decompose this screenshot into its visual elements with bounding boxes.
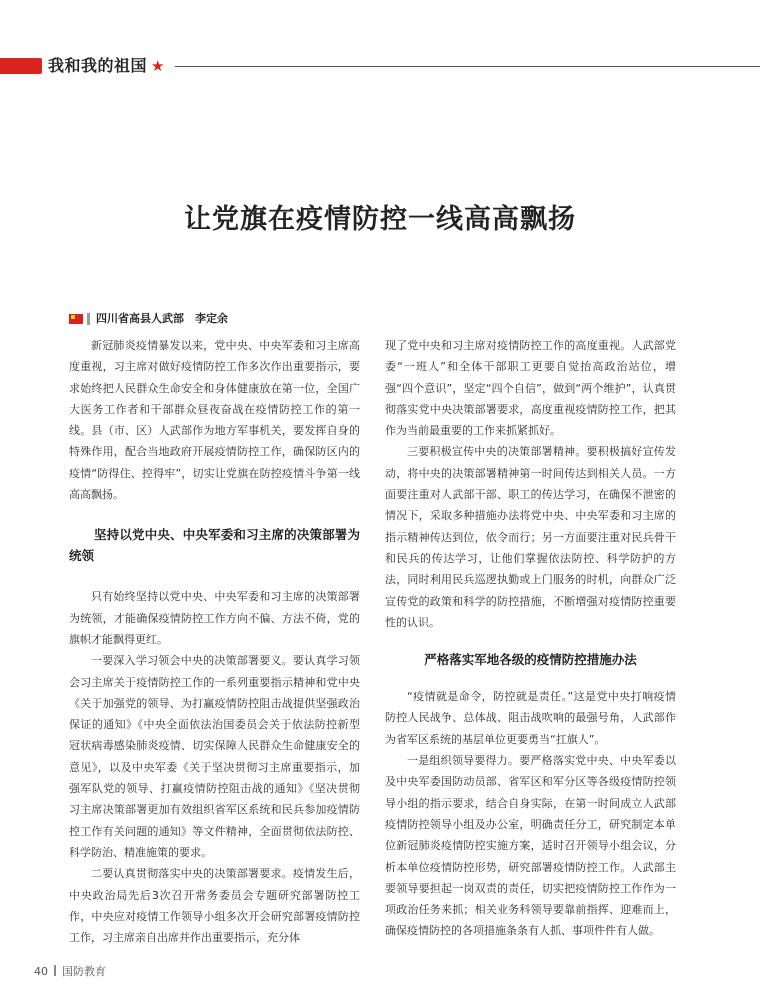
left-column [69,335,360,948]
star-icon: ★ [151,57,165,75]
section-title: 我和我的祖国 [48,56,148,75]
body-paragraph: 一要深入学习领会中央的决策部署要义。要认真学习领会习主席关于疫情防控工作的一系列重要指示精神和党中央《关于加强党的领导、为打赢疫情防控阻击战提供坚强政治保证的通知》《中央全面依法治国委员会关于依法防控新型冠状病毒感染肺炎疫情、切实保障人民群众生命健康安全的意见》，以及中央军委《关于坚决贯彻习主席重要指示，加强军队党的领导、打赢疫情防控阻击战的通知》《坚决贯彻习主席决策部署更加有效组织省军区系统和民兵参加疫情防控工作有关问题的通知》等文件精神，全面贯彻依法防控、科学防治、精准施策的要求。 [69,654,360,859]
flag-icon [69,314,83,324]
body-paragraph: 现了党中央和习主席对疫情防控工作的高度重视。人武部党委“一班人”和全体干部职工更要自觉抬高政治站位，增强“四个意识”，坚定“四个自信”，做到“两个维护”，认真贯彻落实党中央决策部署要求，高度重视疫情防控工作，把其作为当前最重要的工作来抓紧抓好。 [385,339,676,438]
section-heading: 坚持以党中央、中央军委和习主席的决策部署为统领 [69,527,360,564]
footer-divider [54,965,56,976]
page-number: 40 [34,965,48,978]
right-column [385,335,676,942]
body-paragraph: 只有始终坚持以党中央、中央军委和习主席的决策部署为统领，才能确保疫情防控工作方向不偏、方法不倚，党的旗帜才能飘得更红。 [69,590,360,646]
body-paragraph: 新冠肺炎疫情暴发以来，党中央、中央军委和习主席高度重视，习主席对做好疫情防控工作多次作出重要指示，要求始终把人民群众生命安全和身体健康放在第一位，全国广大医务工作者和干部群众昼夜奋战在疫情防控工作的第一线。县（市、区）人武部作为地方军事机关，要发挥自身的特殊作用，配合当地政府开展疫情防控工作，确保防区内的疫情“防得住、控得牢”，切实让党旗在防控疫情斗争第一线高高飘扬。 [69,339,360,502]
author-org: 四川省高县人武部 [96,312,184,325]
author-line [96,309,228,329]
article-title: 让党旗在疫情防控一线高高飘扬 [184,204,576,235]
body-paragraph: 二要认真贯彻落实中央的决策部署要求。疫情发生后，中央政治局先后3次召开常务委员会专题研究部署防控工作，中央应对疫情工作领导小组多次开会研究部署疫情防控工作，习主席亲自出席并作出重要指示，充分体 [69,867,360,945]
section-heading: 严格落实军地各级的疫情防控措施办法 [424,652,637,668]
section-marker [0,58,42,74]
body-paragraph: 一是组织领导要得力。要严格落实党中央、中央军委以及中央军委国防动员部、省军区和军分区等各级疫情防控领导小组的指示要求，结合自身实际，在第一时间成立人武部疫情防控领导小组及办公室，明确责任分工，研究制定本单位新冠肺炎疫情防控实施方案，适时召开领导小组会议，分析本单位疫情防控形势，研究部署疫情防控工作。人武部主要领导要担起一岗双责的责任，切实把疫情防控工作作为一项政治任务来抓；相关业务科领导要靠前指挥、迎难而上，确保疫情防控的各项措施条条有人抓、事项件件有人做。 [385,754,676,938]
author-name: 李定余 [195,312,228,325]
author-divider [87,313,90,325]
header-rule [175,66,760,67]
body-paragraph: “疫情就是命令，防控就是责任。”这是党中央打响疫情防控人民战争、总体战、阻击战吹响的最强号角，人武部作为省军区系统的基层单位更要勇当“扛旗人”。 [385,690,676,746]
body-paragraph: 三要积极宣传中央的决策部署精神。要积极搞好宣传发动，将中央的决策部署精神第一时间传达到相关人员。一方面要注重对人武部干部、职工的传达学习，在确保不泄密的情况下，采取多种措施办法将党中央、中央军委和习主席的指示精神传达到位，依令而行；另一方面要注重对民兵骨干和民兵的传达学习，让他们掌握依法防控、科学防护的方法，同时利用民兵巡逻执勤或上门服务的时机，向群众广泛宣传党的政策和科学的防控措施，不断增强对疫情防控重要性的认识。 [385,445,676,629]
publication-name: 国防教育 [62,965,106,978]
page-footer [34,964,106,980]
